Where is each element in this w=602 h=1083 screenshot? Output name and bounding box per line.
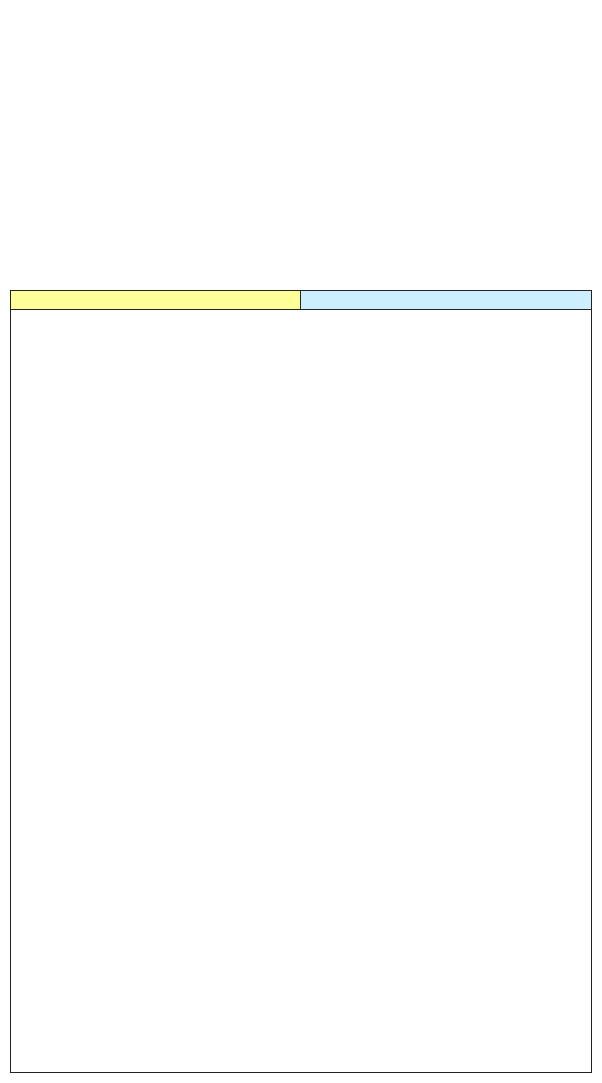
easy-order-header xyxy=(11,291,301,309)
table-header xyxy=(11,291,591,310)
design-stock-header xyxy=(301,291,591,309)
chain-options-table xyxy=(10,290,592,1073)
